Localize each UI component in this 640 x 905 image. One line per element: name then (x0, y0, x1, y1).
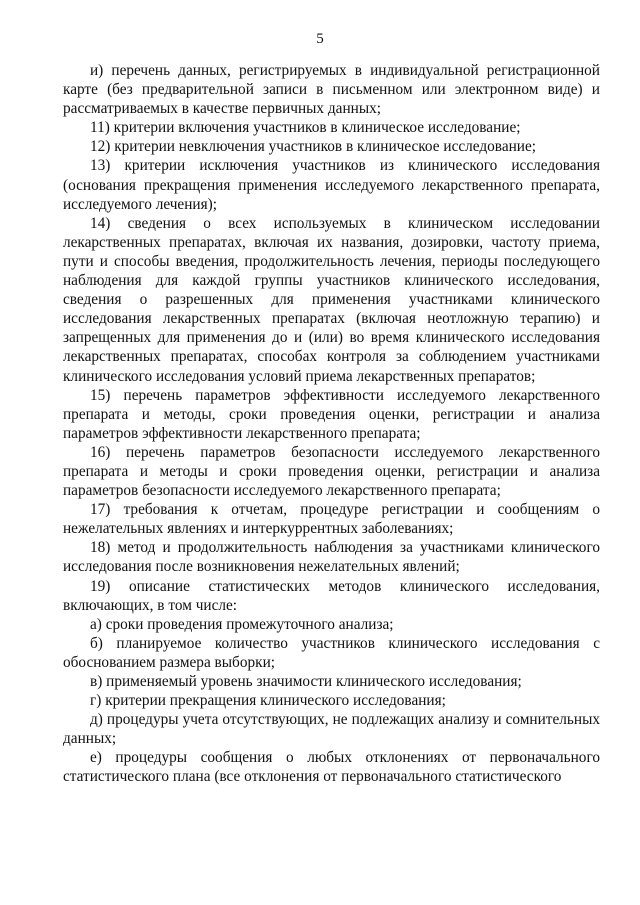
paragraph-15-efficacy-parameters: 15) перечень параметров эффективности исследуемого лекарственного препарата и методы, сроки проведения оценки, регистрации и анализа параметров эффективности лекарственного препарата; (63, 386, 600, 442)
paragraph-16-safety-parameters: 16) перечень параметров безопасности исследуемого лекарственного препарата и методы и сроки проведения оценки, регистрации и анализа параметров безопасности исследуемого лекарственного препарата; (63, 443, 600, 500)
subitem-v-significance-level: в) применяемый уровень значимости клинического исследования; (90, 673, 522, 690)
subitem-a-interim-analysis: а) сроки проведения промежуточного анализа; (90, 615, 394, 633)
page-number: 5 (316, 31, 324, 47)
subitem-b-sample-size: б) планируемое количество участников клинического исследования с обоснованием размера выборки; (63, 634, 600, 671)
document-body (63, 61, 600, 787)
subitem-d-missing-data: д) процедуры учета отсутствующих, не подлежащих анализу и сомнительных данных; (63, 711, 600, 748)
subitem-g-termination-criteria: г) критерии прекращения клинического исследования; (90, 692, 446, 710)
subitem-e-deviation-reporting: е) процедуры сообщения о любых отклонениях от первоначального статистического плана (все отклонения от первоначального статистического (63, 749, 600, 786)
paragraph-11-inclusion-criteria: 11) критерии включения участников в клиническое исследование; (90, 119, 521, 137)
paragraph-17-reporting-requirements: 17) требования к отчетам, процедуре регистрации и сообщениям о нежелательных явлениях и интеркуррентных заболеваниях; (63, 501, 600, 538)
paragraph-item-i-primary-data: и) перечень данных, регистрируемых в индивидуальной регистрационной карте (без предварительной записи в письменном или электронном виде) и рассматриваемых в качестве первичных данных; (63, 62, 600, 118)
paragraph-14-drug-information: 14) сведения о всех используемых в клиническом исследовании лекарственных препаратах, включая их названия, дозировки, частоту приема, пути и способы введения, продолжительность лечения, периоды последующего наблюдения для каждой группы участников клинического исследования, сведения о разрешенных для применения участниками клинического исследования лекарственных препаратах (включая неотложную терапию) и запрещенных для применения до и (или) во время клинического исследования лекарственных препаратах, способах контроля за соблюдением участниками клинического исследования условий приема лекарственных препаратов; (63, 214, 600, 385)
paragraph-13-exclusion-criteria: 13) критерии исключения участников из клинического исследования (основания прекращения применения исследуемого лекарственного препарата, исследуемого лечения); (63, 157, 600, 213)
paragraph-18-follow-up-method: 18) метод и продолжительность наблюдения за участниками клинического исследования после возникновения нежелательных явлений; (63, 539, 600, 576)
paragraph-19-statistical-methods: 19) описание статистических методов клинического исследования, включающих, в том числе: (63, 577, 600, 614)
paragraph-12-non-inclusion-criteria: 12) критерии невключения участников в клиническое исследование; (90, 138, 537, 156)
